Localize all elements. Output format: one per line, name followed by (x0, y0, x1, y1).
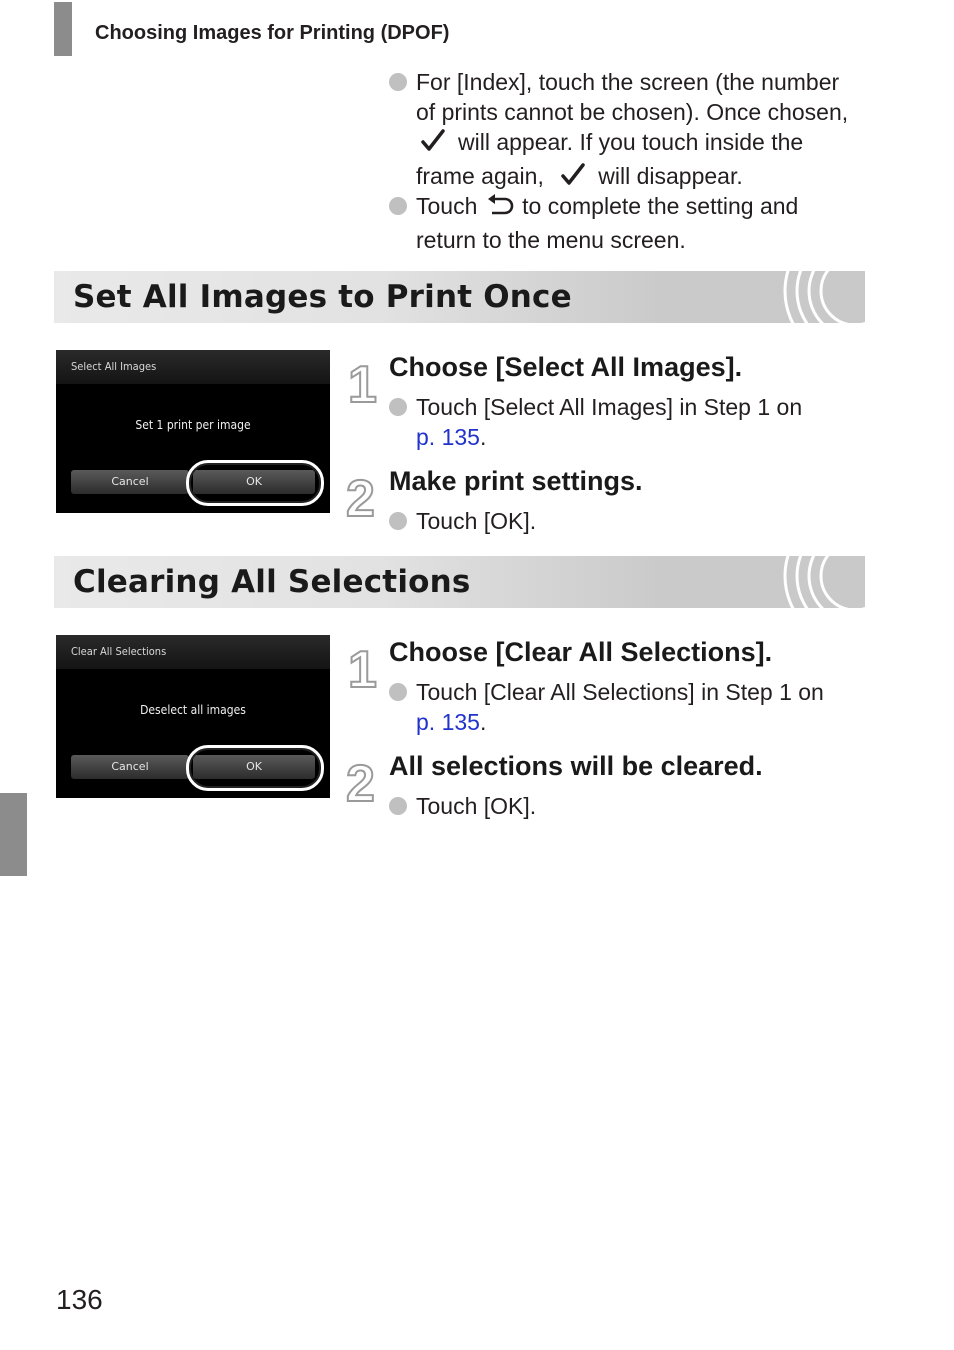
bullet-dot (389, 398, 407, 416)
bullet-dot (389, 683, 407, 701)
header-bar (54, 2, 72, 56)
bullet-text: to complete the setting and (522, 193, 799, 219)
step-number-1 (344, 641, 384, 698)
intro-bullet-index (416, 67, 876, 195)
bullet-text: return to the menu screen. (416, 227, 686, 253)
chapter-side-tab (0, 793, 27, 876)
bullet-dot (389, 797, 407, 815)
step-title: All selections will be cleared. (389, 751, 763, 781)
decorative-arcs-icon (775, 271, 865, 323)
bullet-text: frame again, (416, 163, 544, 189)
page-header-title: Choosing Images for Printing (DPOF) (95, 22, 450, 44)
step-bullet (416, 677, 876, 737)
page-link[interactable]: p. 135 (416, 709, 480, 735)
screen-ok-button[interactable]: OK (193, 755, 315, 779)
bullet-dot (389, 512, 407, 530)
step-title: Choose [Clear All Selections]. (389, 637, 773, 667)
section-banner-clearing (54, 556, 865, 608)
step-number-text: 1 (348, 641, 377, 693)
page-number: 136 (56, 1284, 103, 1315)
step-number-1 (344, 356, 384, 413)
intro-bullet-return (416, 191, 876, 255)
bullet-text: Touch [Clear All Selections] in Step 1 on (416, 679, 824, 705)
step-bullet (416, 392, 856, 452)
camera-screen-clear-all (56, 635, 330, 798)
step-bullet (416, 506, 856, 536)
decorative-arcs-icon (775, 556, 865, 608)
bullet-text: Touch [Select All Images] in Step 1 on (416, 394, 803, 420)
step-title: Make print settings. (389, 466, 643, 496)
bullet-dot (389, 73, 407, 91)
section-title: Clearing All Selections (73, 564, 471, 600)
screen-message: Deselect all images (140, 703, 246, 717)
screen-title: Clear All Selections (71, 645, 167, 658)
return-arrow-icon (486, 194, 514, 225)
step-number-2 (344, 755, 384, 812)
checkmark-icon (420, 128, 446, 161)
step-bullet (416, 791, 856, 821)
bullet-text: of prints cannot be chosen). Once chosen, (416, 99, 849, 125)
bullet-dot (389, 197, 407, 215)
section-banner-set-all (54, 271, 865, 323)
step-title: Choose [Select All Images]. (389, 352, 743, 382)
bullet-text: Touch [OK]. (416, 508, 537, 534)
screen-title: Select All Images (71, 360, 157, 373)
bullet-text: For [Index], touch the screen (the number (416, 69, 840, 95)
screen-ok-button[interactable]: OK (193, 470, 315, 494)
page-link[interactable]: p. 135 (416, 424, 480, 450)
ok-highlight-ring (186, 745, 324, 791)
screen-cancel-button[interactable]: Cancel (71, 755, 189, 779)
bullet-text: will appear. If you touch inside the (458, 129, 804, 155)
step-number-text: 2 (346, 470, 375, 522)
bullet-text: will disappear. (598, 163, 743, 189)
camera-screen-select-all (56, 350, 330, 513)
screen-message: Set 1 print per image (135, 418, 251, 432)
section-title: Set All Images to Print Once (73, 279, 572, 315)
step-number-text: 2 (346, 755, 375, 807)
screen-cancel-button[interactable]: Cancel (71, 470, 189, 494)
bullet-text: . (479, 709, 487, 735)
bullet-text: . (479, 424, 487, 450)
step-number-2 (344, 470, 384, 527)
ok-highlight-ring (186, 460, 324, 506)
step-number-text: 1 (348, 356, 377, 408)
bullet-text: Touch [OK]. (416, 793, 537, 819)
bullet-text: Touch (416, 193, 478, 219)
